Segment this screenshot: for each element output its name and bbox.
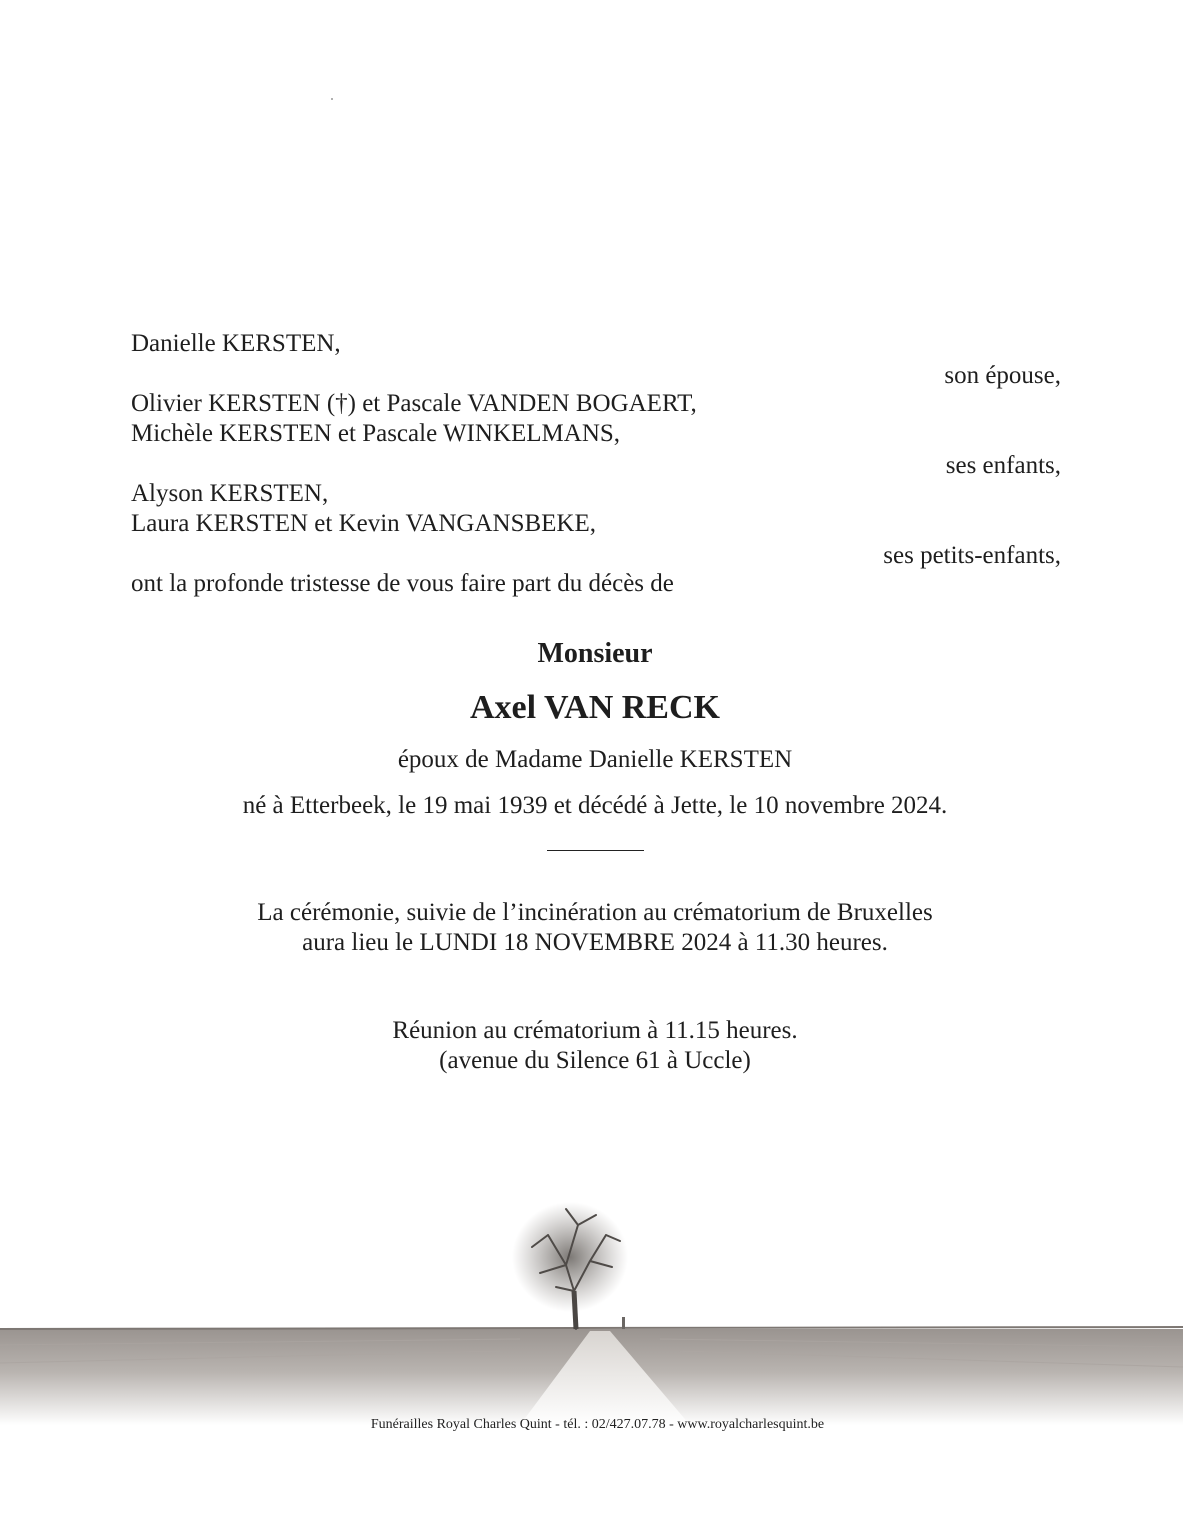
spouse-name: Danielle KERSTEN, — [131, 330, 341, 357]
funeral-home-footer: Funérailles Royal Charles Quint - tél. : 02/427.07.78 - www.royalcharlesquint.be — [370, 1417, 825, 1432]
scan-speck — [331, 98, 333, 100]
deceased-spouse-of: époux de Madame Danielle KERSTEN — [397, 746, 793, 773]
ceremony-line-2: aura lieu le LUNDI 18 NOVEMBRE 2024 à 11.30 heures. — [302, 929, 888, 956]
child-line-1: Olivier KERSTEN (†) et Pascale VANDEN BOGAERT, — [131, 390, 697, 417]
grandchild-line-1: Alyson KERSTEN, — [131, 480, 329, 507]
announcement-text: ont la profonde tristesse de vous faire part du décès de — [131, 570, 674, 597]
grandchild-line-2: Laura KERSTEN et Kevin VANGANSBEKE, — [131, 510, 597, 537]
deceased-name: Axel VAN RECK — [470, 689, 720, 726]
walking-figure — [622, 1317, 625, 1329]
deceased-title: Monsieur — [537, 638, 653, 669]
meeting-line-2: (avenue du Silence 61 à Uccle) — [439, 1047, 751, 1074]
meeting-line-1: Réunion au crématorium à 11.15 heures. — [392, 1017, 798, 1044]
deceased-life-dates: né à Etterbeek, le 19 mai 1939 et décédé à Jette, le 10 novembre 2024. — [242, 792, 948, 819]
tree — [512, 1202, 628, 1329]
children-role: ses enfants, — [945, 452, 1061, 479]
grandchildren-role: ses petits-enfants, — [883, 542, 1061, 569]
child-line-2: Michèle KERSTEN et Pascale WINKELMANS, — [131, 420, 621, 447]
ceremony-line-1: La cérémonie, suivie de l’incinération au crématorium de Bruxelles — [257, 899, 933, 926]
tree-landscape-illustration — [0, 1195, 1183, 1425]
separator-line — [547, 850, 644, 851]
spouse-role: son épouse, — [944, 362, 1061, 389]
